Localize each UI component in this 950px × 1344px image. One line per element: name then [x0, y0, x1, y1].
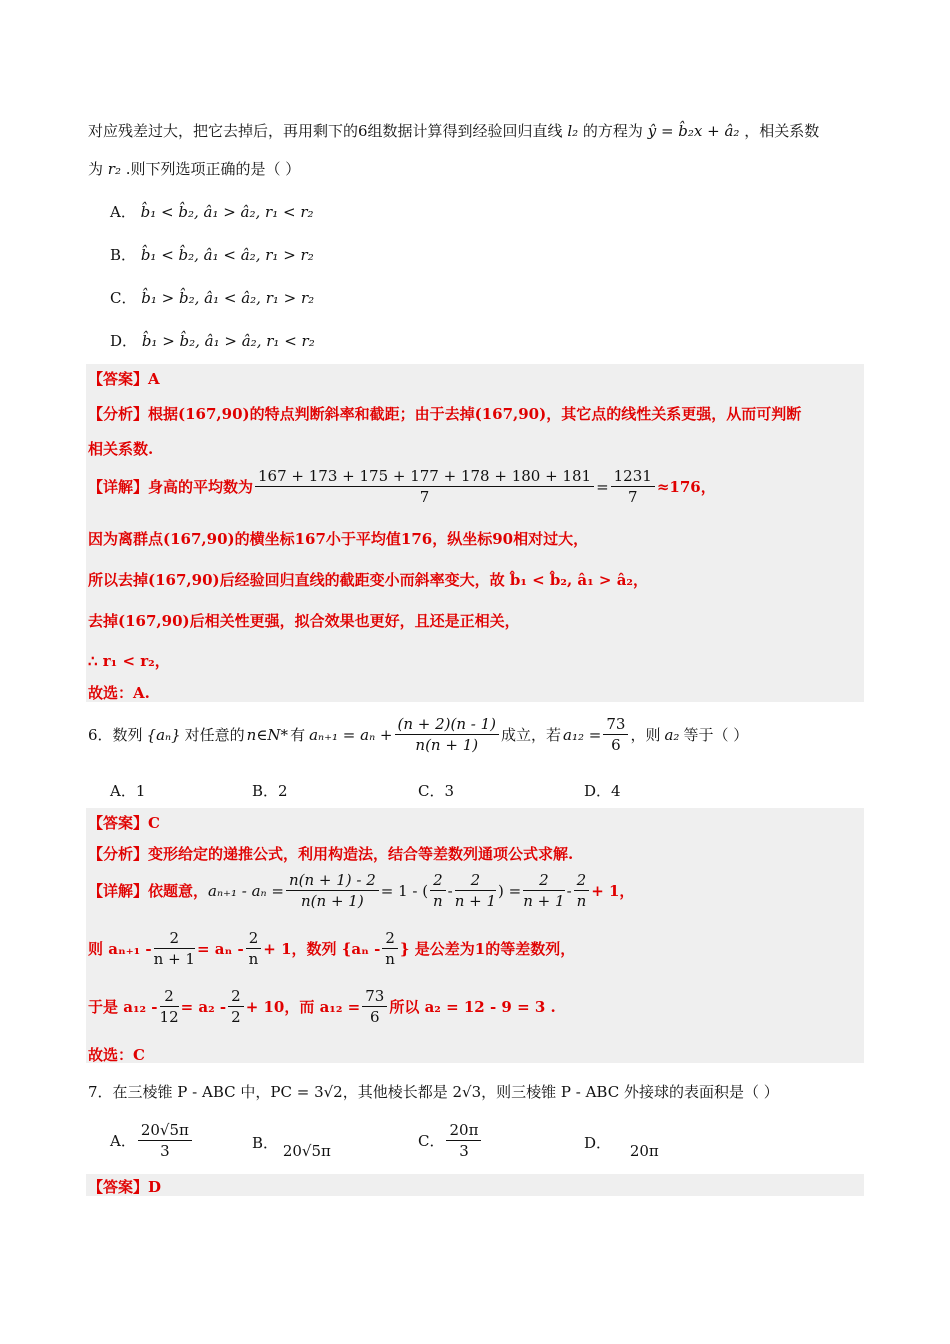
- q5-detail-line: [88, 466, 716, 507]
- q5-option-b-expr: b̂₁ < b̂₂, â₁ < â₂, r₁ > r₂: [140, 246, 314, 264]
- q7-option-d-label: D．: [584, 1134, 612, 1152]
- q6-recurrence-numerator: (n + 2)(n - 1): [395, 714, 500, 735]
- q7-option-c: [418, 1120, 483, 1161]
- q6-so-frac3: [362, 986, 387, 1027]
- q6-option-d: D．4: [584, 782, 621, 800]
- q7-option-c-label: C．: [418, 1132, 445, 1150]
- q5-detail-label: 【详解】身高的平均数为: [88, 478, 254, 496]
- q6-recurrence-denominator: n(n + 1): [415, 736, 479, 754]
- q6-detail-frac1-den: n(n + 1): [301, 892, 364, 910]
- q6-so-a: 于是 a₁₂ -: [88, 998, 158, 1016]
- q7-answer: 【答案】D: [88, 1178, 162, 1196]
- q6-so-frac1-den: 12: [159, 1008, 179, 1026]
- q5-answer: 【答案】A: [88, 370, 160, 388]
- q6-detail-frac1: [286, 870, 379, 911]
- q6-then-frac3: [382, 928, 398, 969]
- q6-a12-denominator: 6: [611, 736, 621, 754]
- q6-stem-a: 6．数列: [88, 726, 143, 744]
- q6-detail-label: 【详解】依题意，: [88, 882, 209, 900]
- q6-a2: a₂: [664, 725, 680, 744]
- q6-detail-frac4-den: n + 1: [523, 892, 565, 910]
- q6-then-frac1-num: 2: [154, 928, 195, 949]
- q5-option-b: [110, 244, 314, 265]
- q7-option-a-fraction: [138, 1120, 192, 1161]
- q6-stem-f: 等于（ ）: [683, 726, 749, 744]
- q7-stem: 7．在三棱锥 P - ABC 中，PC = 3√2，其他棱长都是 2√3，则三棱锥 P - ABC 外接球的表面积是（ ）: [88, 1083, 779, 1101]
- q6-stem-d: 成立，若: [501, 726, 562, 744]
- q7-option-b-label: B．: [252, 1134, 279, 1152]
- q7-option-c-num: 20π: [446, 1120, 481, 1141]
- q5-option-b-label: B．: [110, 246, 137, 264]
- q6-then-frac2-den: n: [248, 950, 259, 968]
- q6-so-frac1-num: 2: [160, 986, 179, 1007]
- q6-then-a: 则 aₙ₊₁ -: [88, 940, 152, 958]
- q5-line-d: ∴ r₁ < r₂，: [88, 652, 170, 670]
- q5-regression-equation: ŷ = b̂₂x + â₂: [647, 122, 740, 140]
- q7-option-d-value: 20π: [629, 1142, 659, 1160]
- q7-answer-block: [86, 1174, 864, 1196]
- q6-detail-frac4-num: 2: [523, 870, 564, 891]
- q5-line-c: 去掉(167,90)后相关性更强，拟合效果也更好，且还是正相关，: [88, 612, 520, 630]
- q5-r2-symbol: r₂: [107, 160, 121, 178]
- q6-detail-frac3-den: n + 1: [454, 892, 497, 910]
- q5-analysis-line2: 相关系数.: [88, 440, 154, 458]
- q6-detail-frac3-num: 2: [455, 870, 496, 891]
- q6-stem-b: 对任意的: [184, 726, 245, 744]
- q6-detail-expr2: = 1 - (: [380, 881, 429, 900]
- q5-stem-text-e: .则下列选项正确的是（ ）: [125, 160, 301, 178]
- q6-detail-line: [88, 870, 634, 911]
- q5-stem-text-d: 为: [88, 160, 104, 178]
- q6-detail-minus: -: [447, 881, 453, 900]
- q5-option-a-label: A．: [110, 203, 136, 221]
- q6-detail-frac5-den: n: [576, 892, 587, 910]
- q7-option-c-fraction: [446, 1120, 481, 1161]
- q6-so-c: + 10，而 a₁₂ =: [245, 998, 361, 1016]
- q5-option-d: [110, 330, 315, 351]
- q7-option-a-num: 20√5π: [138, 1120, 192, 1141]
- q7-option-b-value: 20√5π: [282, 1142, 331, 1160]
- q6-then-frac2: [246, 928, 262, 969]
- q6-detail-frac3: [455, 870, 496, 911]
- q6-so-b: = a₂ -: [180, 997, 227, 1016]
- q5-option-c-label: C．: [110, 289, 137, 307]
- q5-mean-fraction2: [611, 466, 655, 507]
- q5-equals: =: [596, 477, 609, 496]
- q7-option-a-label: A．: [110, 1132, 136, 1150]
- q6-detail-frac2-num: 2: [430, 870, 446, 891]
- q6-so-frac2-den: 2: [231, 1008, 241, 1026]
- q6-detail-frac4: [523, 870, 564, 911]
- q6-answer: 【答案】C: [88, 814, 160, 832]
- q6-then-frac2-num: 2: [246, 928, 262, 949]
- q5-stem-text: 对应残差过大，把它去掉后，再用剩下的6组数据计算得到经验回归直线: [88, 122, 563, 140]
- q6-so-line: [88, 986, 556, 1027]
- q6-stem-c: 有: [290, 726, 306, 744]
- q5-stem-text-b: 的方程为: [582, 122, 643, 140]
- q6-so-d: 所以 a₂ = 12 - 9 = 3 .: [389, 998, 556, 1016]
- q6-detail-frac1-num: n(n + 1) - 2: [286, 870, 379, 891]
- q6-then-d: } 是公差为1的等差数列，: [399, 940, 576, 958]
- q6-sequence: {aₙ}: [146, 725, 181, 744]
- q6-detail-expr3: ) =: [498, 881, 522, 900]
- q5-line-a: 因为离群点(167,90)的横坐标167小于平均值176，纵坐标90相对过大，: [88, 530, 589, 548]
- q6-choose: 故选：C: [88, 1046, 145, 1064]
- q6-so-frac1: [160, 986, 179, 1027]
- q6-a12: a₁₂ =: [563, 725, 602, 744]
- q5-option-c-expr: b̂₁ > b̂₂, â₁ < â₂, r₁ > r₂: [141, 289, 315, 307]
- q7-option-b: [252, 1132, 331, 1160]
- q7-option-a-den: 3: [160, 1142, 170, 1160]
- q6-option-c: C．3: [418, 782, 455, 800]
- q6-so-frac2: [228, 986, 244, 1027]
- q5-analysis-line1: 【分析】根据(167,90)的特点判断斜率和截距；由于去掉(167,90)，其它点的线性关系更强，从而可判断: [88, 405, 802, 423]
- q6-detail-frac5-num: 2: [574, 870, 590, 891]
- q6-a12-fraction: [603, 714, 628, 755]
- q6-stem: [88, 714, 748, 755]
- q6-then-frac3-num: 2: [382, 928, 398, 949]
- q5-option-a: [110, 201, 314, 222]
- q5-approx: ≈176，: [656, 478, 716, 496]
- q6-a12-numerator: 73: [603, 714, 628, 735]
- q5-option-d-label: D．: [110, 332, 138, 350]
- q5-option-a-expr: b̂₁ < b̂₂, â₁ > â₂, r₁ < r₂: [140, 203, 314, 221]
- q6-then-b: = aₙ -: [196, 939, 244, 958]
- q5-option-d-expr: b̂₁ > b̂₂, â₁ > â₂, r₁ < r₂: [141, 332, 315, 350]
- q5-mean-fraction: [255, 466, 594, 507]
- q5-mean-numerator2: 1231: [611, 466, 655, 487]
- q7-option-a: [110, 1120, 194, 1161]
- q6-so-frac3-num: 73: [362, 986, 387, 1007]
- q6-then-c: + 1，数列 {aₙ -: [263, 940, 381, 958]
- q6-option-a: A．1: [110, 782, 146, 800]
- q6-so-frac2-num: 2: [228, 986, 244, 1007]
- q6-detail-expr1: aₙ₊₁ - aₙ =: [208, 881, 284, 900]
- q5-l2-symbol: l₂: [567, 122, 579, 140]
- q6-detail-minus2: -: [566, 881, 572, 900]
- q6-then-line: [88, 928, 575, 969]
- q5-stem-line1: [88, 120, 819, 141]
- q6-option-b: B．2: [252, 782, 288, 800]
- q5-stem-line2: [88, 158, 300, 179]
- q5-option-c: [110, 287, 314, 308]
- q6-analysis: 【分析】变形给定的递推公式，利用构造法，结合等差数列通项公式求解.: [88, 845, 574, 863]
- q6-then-frac3-den: n: [385, 950, 395, 968]
- q5-mean-denominator2: 7: [627, 488, 638, 506]
- q6-detail-frac2-den: n: [433, 892, 443, 910]
- q6-recurrence-left: aₙ₊₁ = aₙ +: [309, 725, 393, 744]
- q7-option-d: [584, 1132, 659, 1160]
- q5-answer-block: [86, 364, 864, 702]
- q5-mean-denominator: 7: [419, 488, 430, 506]
- q6-detail-frac2: [430, 870, 446, 911]
- q6-then-frac1: [154, 928, 195, 969]
- q6-stem-e: ，则: [630, 726, 661, 744]
- q6-so-frac3-den: 6: [370, 1008, 380, 1026]
- q5-line-b: 所以去掉(167,90)后经验回归直线的截距变小而斜率变大，故 b̂₁ < b̂₂, â₁ > â₂，: [88, 571, 648, 589]
- q5-stem-text-c: ，相关系数: [744, 122, 820, 140]
- q5-mean-numerator: 167 + 173 + 175 + 177 + 178 + 180 + 181: [255, 466, 594, 487]
- q5-choose: 故选：A.: [88, 684, 150, 702]
- q6-detail-expr4: + 1，: [591, 882, 635, 900]
- q6-then-frac1-den: n + 1: [153, 950, 195, 968]
- q6-answer-block: [86, 808, 864, 1063]
- q6-recurrence-fraction: [395, 714, 500, 755]
- q7-option-c-den: 3: [459, 1142, 469, 1160]
- q6-n-domain: n∈N*: [246, 725, 289, 744]
- q6-detail-frac5: [574, 870, 590, 911]
